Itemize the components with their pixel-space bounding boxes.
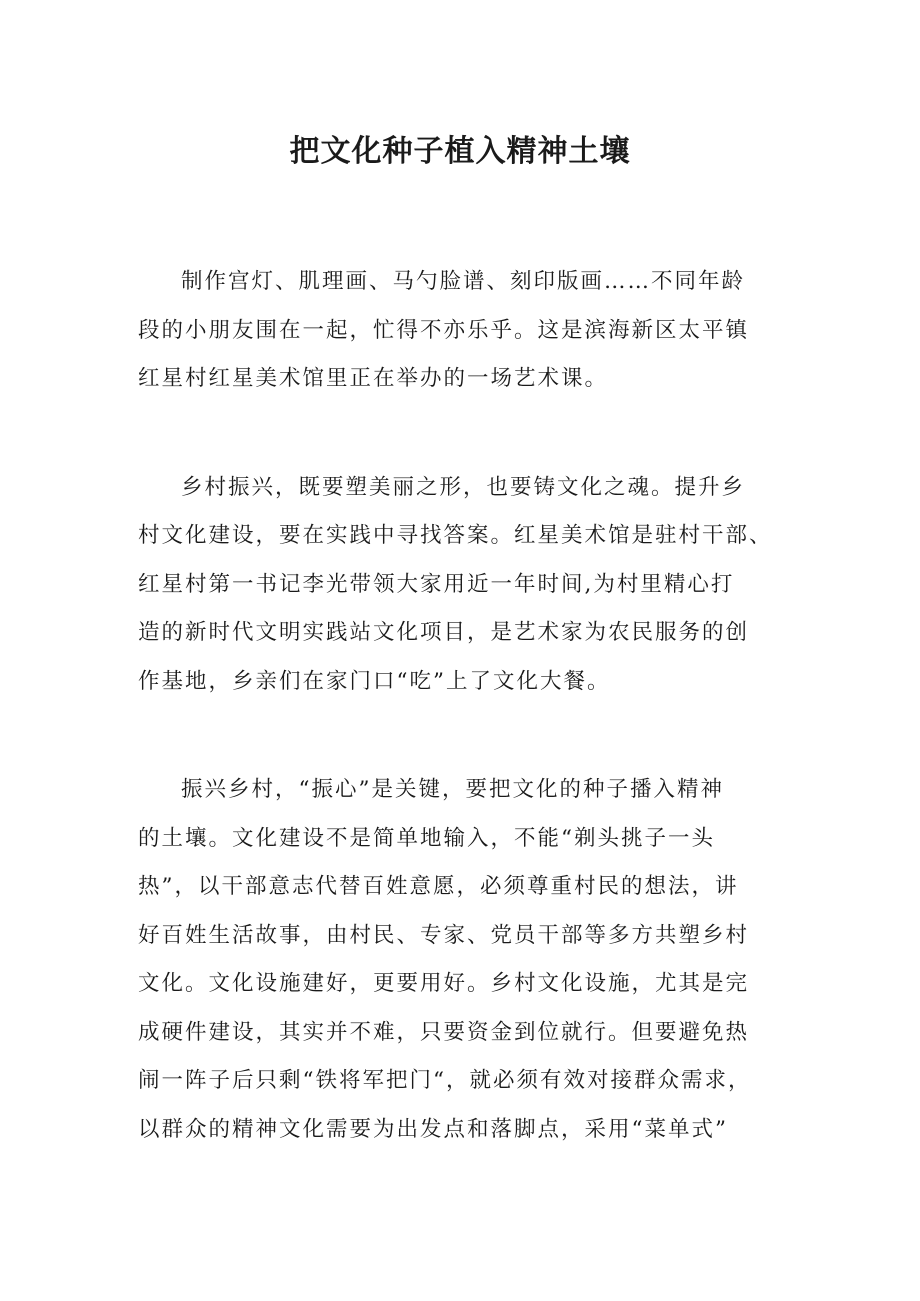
text-line: 村文化建设，要在实践中寻找答案。红星美术馆是驻村干部、 — [138, 523, 773, 548]
text-line: 乡村振兴，既要塑美丽之形，也要铸文化之魂。提升乡 — [181, 474, 746, 500]
text-line: 段的小朋友围在一起，忙得不亦乐乎。这是滨海新区太平镇 — [138, 317, 750, 343]
text-line: 文化。文化设施建好，更要用好。乡村文化设施，尤其是完 — [138, 971, 750, 996]
text-line: 制作宫灯、肌理画、马勺脸谱、刻印版画……不同年龄 — [181, 269, 746, 294]
document-body — [138, 258, 788, 1214]
text-line: 成硬件建设，其实并不难，只要资金到位就行。但要避免热 — [138, 1019, 750, 1045]
text-line: 热”，以干部意志代替百姓意愿，必须尊重村民的想法，讲 — [138, 874, 739, 899]
text-line: 的土壤。文化建设不是简单地输入，不能“剃头挑子一头 — [138, 825, 715, 851]
document-title: 把文化种子植入精神土壤 — [289, 134, 631, 169]
text-line: 造的新时代文明实践站文化项目，是艺术家为农民服务的创 — [138, 620, 750, 645]
paragraph-2 — [138, 464, 788, 707]
paragraph-1 — [138, 258, 788, 404]
paragraph-3 — [138, 766, 788, 1154]
text-line: 以群众的精神文化需要为出发点和落脚点，采用“菜单式” — [138, 1116, 728, 1142]
text-line: 作基地，乡亲们在家门口“吃”上了文化大餐。 — [138, 668, 611, 694]
text-line: 红星村第一书记李光带领大家用近一年时间,为村里精心打 — [138, 571, 735, 597]
text-line: 红星村红星美术馆里正在举办的一场艺术课。 — [138, 366, 609, 391]
text-line: 闹一阵子后只剩“铁将军把门“，就必须有效对接群众需求， — [138, 1068, 752, 1093]
text-line: 好百姓生活故事，由村民、专家、党员干部等多方共塑乡村 — [138, 922, 750, 948]
text-line: 振兴乡村，“振心”是关键，要把文化的种子播入精神 — [181, 777, 724, 802]
